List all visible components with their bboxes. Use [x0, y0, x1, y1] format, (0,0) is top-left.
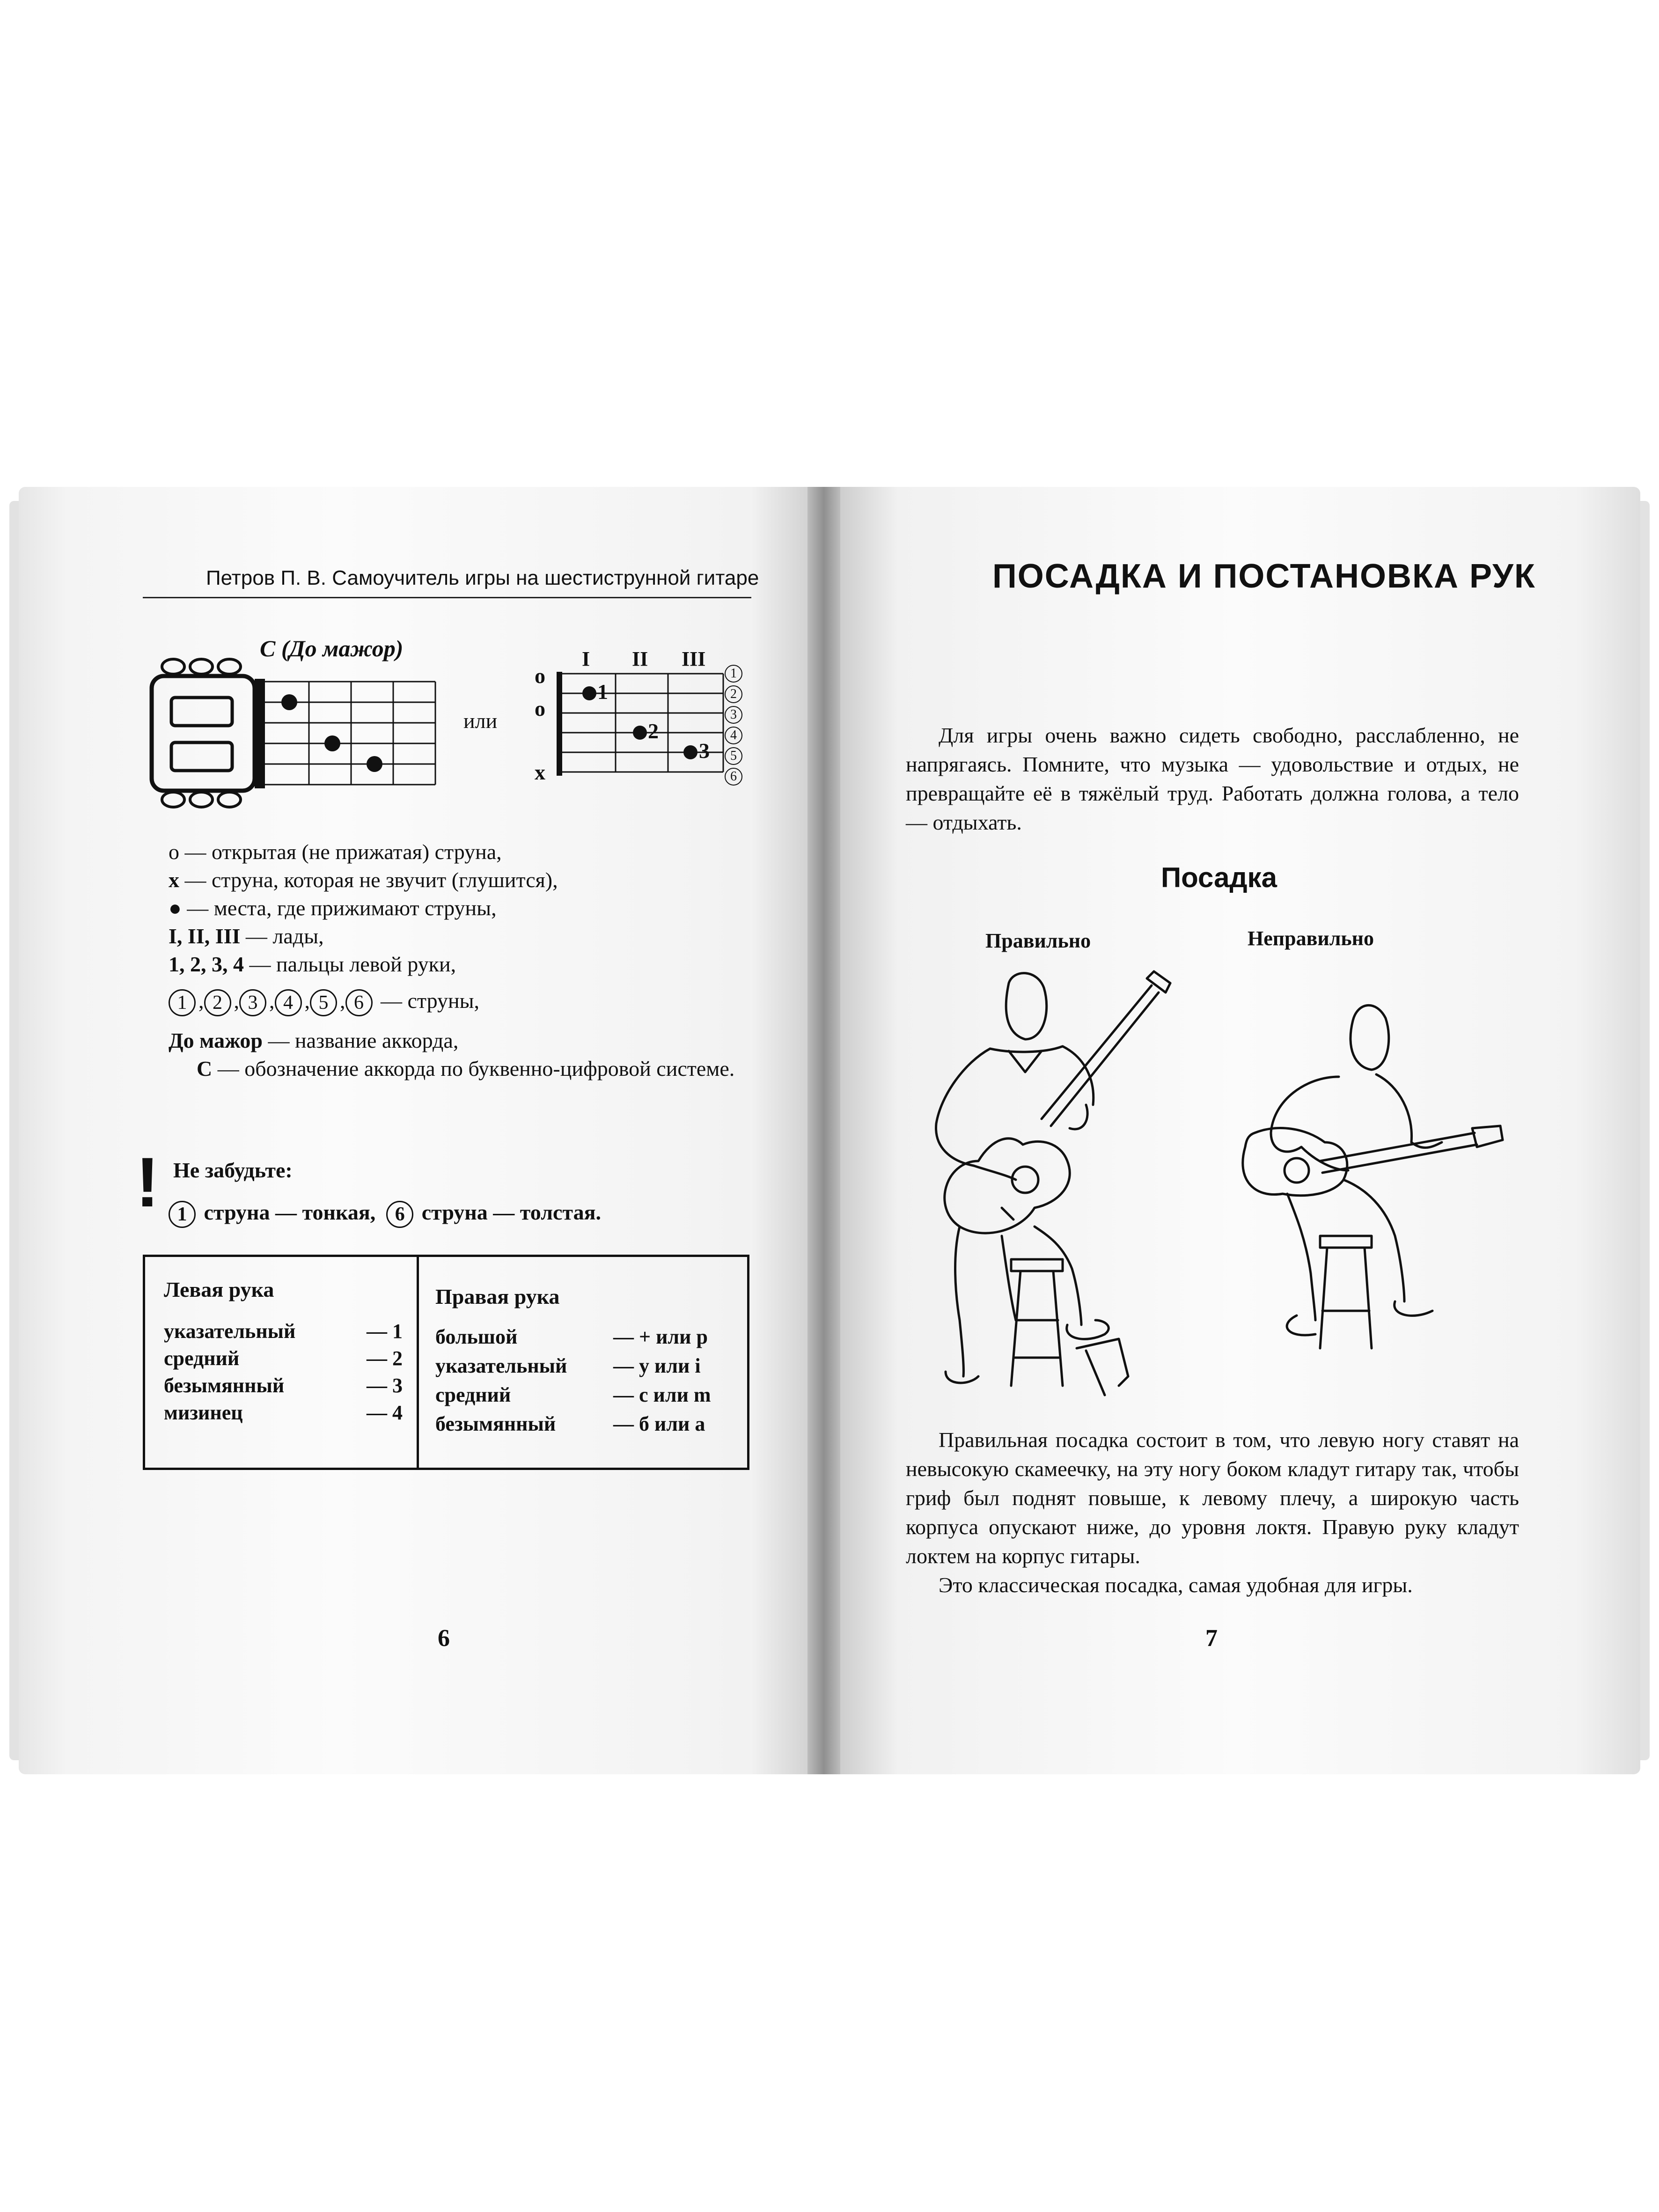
string-number-2: 2 — [725, 685, 742, 703]
left-hand-row: мизинец — 4 — [164, 1401, 403, 1424]
string-number-6: 6 — [725, 768, 742, 786]
string-mark-1: o — [535, 664, 545, 688]
page-number-left: 6 — [438, 1625, 450, 1652]
legend-dot: ● — места, где прижимают струны, — [169, 896, 497, 920]
warning-mark: ! — [136, 1143, 159, 1221]
string-mark-6: x — [535, 760, 545, 784]
right-hand-row: средний — с или m — [435, 1383, 711, 1406]
finger-number-3: 3 — [699, 739, 710, 763]
chapter-title: ПОСАДКА И ПОСТАНОВКА РУК — [992, 558, 1536, 595]
legend-frets: I, II, III — лады, — [169, 924, 324, 948]
chord-title: С (До мажор) — [260, 635, 404, 661]
warning-title: Не забудьте: — [173, 1158, 293, 1182]
warning-text: 1 струна — тонкая, 6 струна — толстая. — [169, 1198, 601, 1228]
header-rule — [143, 597, 751, 598]
section-subtitle: Посадка — [1161, 862, 1277, 893]
fret-numeral-3: III — [682, 647, 706, 670]
hands-table — [143, 1255, 749, 1470]
right-hand-row: большой — + или p — [435, 1325, 708, 1348]
page-number-right: 7 — [1205, 1625, 1218, 1652]
legend-muted: x — струна, которая не звучит (глушится), — [169, 868, 558, 892]
string-number-1: 1 — [725, 665, 742, 683]
left-hand-list — [164, 1318, 403, 1426]
left-hand-row: безымянный — 3 — [164, 1374, 403, 1397]
string-mark-2: o — [535, 697, 545, 720]
finger-number-1: 1 — [597, 680, 608, 704]
legend-chord-symbol: С — обозначение аккорда по буквенно-цифровой системе. — [197, 1057, 735, 1081]
legend — [169, 838, 754, 1083]
correct-label: Правильно — [985, 929, 1091, 952]
left-hand-row: указательный — 1 — [164, 1320, 403, 1343]
body-paragraph-1: Правильная посадка состоит в том, что левую ногу ставят на невысокую скамеечку, на эту ногу боком кладут гитару так, чтобы гриф был поднят повыше, к левому плечу, а широкую часть корпуса опускают ниже, до уровня локтя. Правую руку кладут локтем на корпус гитары. — [906, 1428, 1519, 1568]
right-hand-title: Правая рука — [435, 1285, 560, 1308]
chord-diagram-headstock — [145, 651, 445, 810]
legend-strings: 1 , 2 , 3 , 4 , 5 , 6 — струны, — [169, 987, 754, 1016]
fret-numeral-2: II — [632, 647, 648, 670]
right-hand-list — [435, 1323, 735, 1439]
string-number-4: 4 — [725, 727, 742, 744]
fret-numeral-1: I — [582, 647, 590, 670]
book-spine-gutter — [807, 487, 840, 1774]
left-hand-title: Левая рука — [164, 1278, 274, 1301]
running-header: Петров П. В. Самоучитель игры на шестиструнной гитаре — [206, 566, 759, 589]
string-number-5: 5 — [725, 747, 742, 765]
legend-chord-name: До мажор — название аккорда, — [169, 1029, 459, 1053]
incorrect-posture-illustration — [1226, 992, 1517, 1404]
incorrect-label: Неправильно — [1248, 927, 1374, 950]
finger-number-2: 2 — [648, 719, 659, 743]
string-number-3: 3 — [725, 706, 742, 724]
right-hand-row: безымянный — б или a — [435, 1412, 705, 1435]
body-paragraph-2: Это классическая посадка, самая удобная для игры. — [939, 1573, 1413, 1597]
table-divider — [417, 1257, 419, 1468]
string-number-column — [725, 665, 742, 786]
right-hand-row: указательный — у или i — [435, 1354, 701, 1377]
left-hand-row: средний — 2 — [164, 1347, 403, 1370]
legend-fingers: 1, 2, 3, 4 — пальцы левой руки, — [169, 952, 456, 976]
legend-open: o — открытая (не прижатая) струна, — [169, 840, 502, 864]
or-label: или — [463, 709, 498, 733]
intro-paragraph: Для игры очень важно сидеть свободно, расслабленно, не напрягаясь. Помните, что музыка — удовольствие и отдых, не превращайте её в тяжёлый труд. Работать должна голова, а тело — отдыхать. — [906, 723, 1519, 834]
correct-posture-illustration — [908, 964, 1189, 1414]
